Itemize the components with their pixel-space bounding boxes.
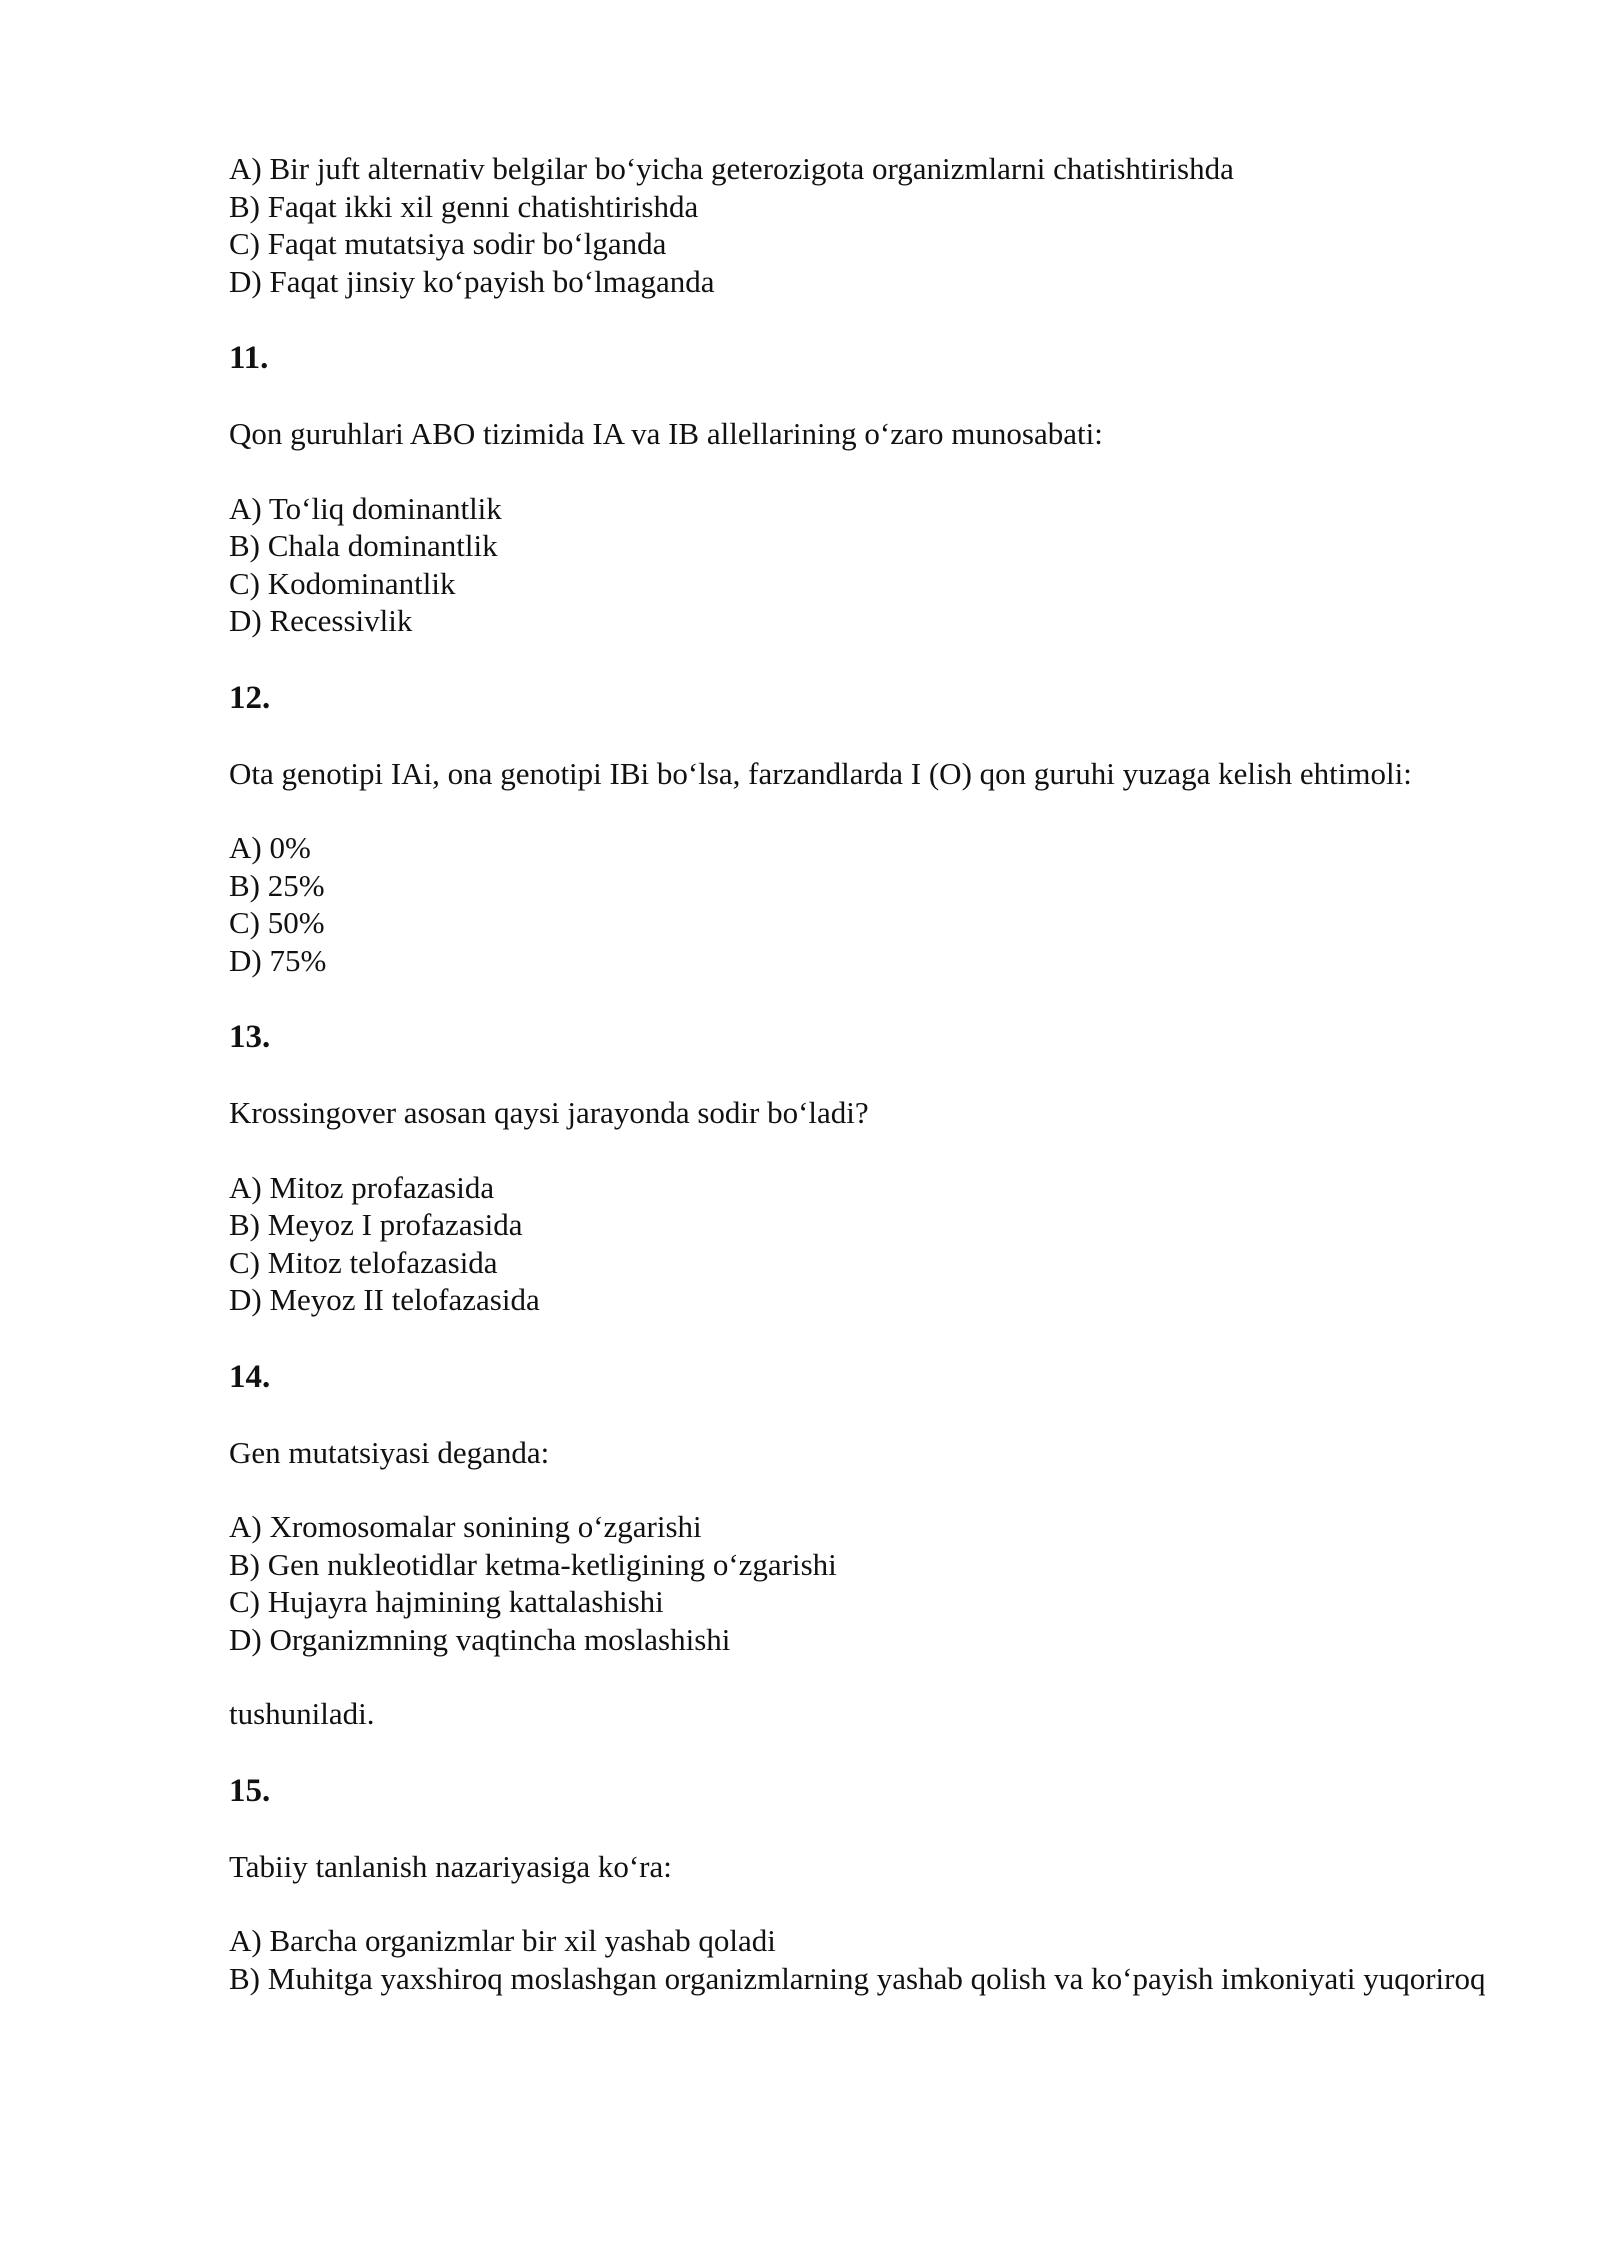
question-number: 14. [229, 1358, 271, 1395]
option-c: C) Hujayra hajmining kattalashishi [229, 1584, 664, 1619]
question-text: Qon guruhlari ABO tizimida IA va IB allellarining o‘zaro munosabati: [229, 416, 1103, 451]
option-b: B) Chala dominantlik [229, 528, 498, 563]
question-options [229, 1169, 1489, 1319]
question-text: Gen mutatsiyasi deganda: [229, 1434, 550, 1470]
question-number: 11. [229, 340, 269, 376]
question-number: 13. [229, 1019, 271, 1055]
option-a: A) Bir juft alternativ belgilar bo‘yicha geterozigota organizmlarni chatishtirishda [229, 151, 1234, 186]
option-c: C) Kodominantlik [229, 565, 456, 601]
option-b: B) Gen nukleotidlar ketma-ketligining o‘zgarishi [229, 1546, 837, 1582]
option-d: D) 75% [229, 942, 327, 978]
document-page [229, 150, 1489, 1997]
option-d: D) Recessivlik [229, 603, 413, 638]
option-b: B) Faqat ikki xil genni chatishtirishda [229, 188, 699, 224]
question-text: Tabiiy tanlanish nazariyasiga ko‘ra: [229, 1848, 672, 1884]
question-text-continuation: tushuniladi. [229, 1696, 375, 1731]
option-b: B) Muhitga yaxshiroq moslashgan organizmlarning yashab qolish va ko‘payish imkoniyati yuqoriroq [229, 1960, 1486, 1996]
option-a: A) Xromosomalar sonining o‘zgarishi [229, 1509, 702, 1544]
question-options [229, 829, 1489, 979]
option-b: B) 25% [229, 867, 325, 903]
question-number: 12. [229, 679, 271, 716]
option-a: A) Mitoz profazasida [229, 1169, 495, 1205]
option-a: A) To‘liq dominantlik [229, 490, 502, 526]
option-b: B) Meyoz I profazasida [229, 1207, 523, 1242]
question-options [229, 490, 1489, 640]
question-options [229, 1508, 1489, 1658]
option-a: A) Barcha organizmlar bir xil yashab qoladi [229, 1923, 776, 1958]
option-d: D) Organizmning vaqtincha moslashishi [229, 1621, 731, 1657]
question-text: Ota genotipi IAi, ona genotipi IBi bo‘lsa, farzandlarda I (O) qon guruhi yuzaga kelish ehtimoli: [229, 755, 1412, 791]
question-number: 15. [229, 1772, 271, 1809]
question-options [229, 1922, 1489, 1997]
option-a: A) 0% [229, 830, 311, 865]
option-c: C) Faqat mutatsiya sodir bo‘lganda [229, 226, 667, 261]
option-c: C) 50% [229, 905, 325, 940]
question-10-options [229, 150, 1489, 300]
option-d: D) Faqat jinsiy ko‘payish bo‘lmaganda [229, 263, 715, 299]
question-text: Krossingover asosan qaysi jarayonda sodir bo‘ladi? [229, 1095, 869, 1130]
option-d: D) Meyoz II telofazasida [229, 1282, 540, 1317]
option-c: C) Mitoz telofazasida [229, 1244, 498, 1280]
